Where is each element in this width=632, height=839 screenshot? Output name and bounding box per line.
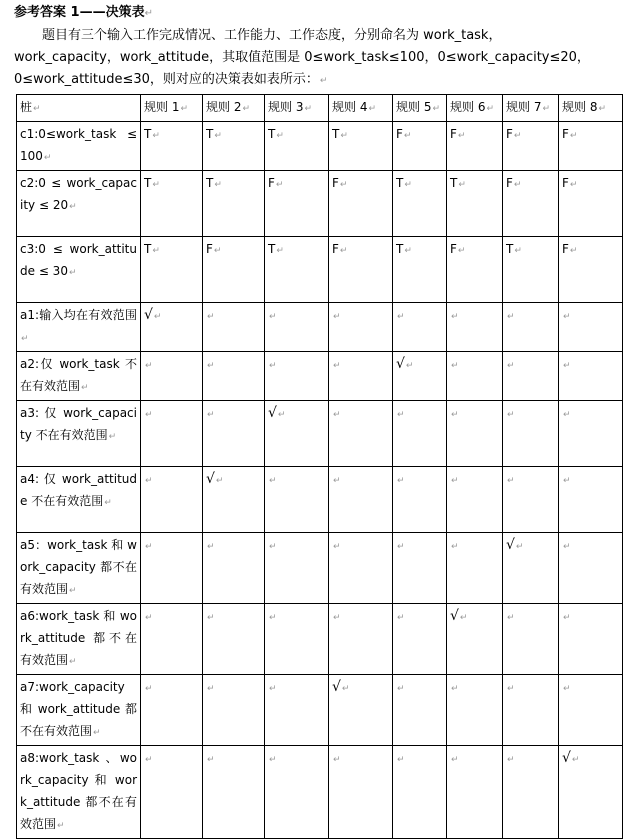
stub-cell xyxy=(17,237,141,303)
cell-value: √ xyxy=(144,307,153,323)
rule-header-cell xyxy=(393,95,447,122)
cell-text: F xyxy=(506,127,513,141)
rule-cell xyxy=(393,122,447,171)
rule-cell xyxy=(329,675,393,746)
rule-cell xyxy=(141,122,203,171)
cell-end-mark-icon: ↵ xyxy=(304,104,312,114)
cell-end-mark-icon: ↵ xyxy=(93,728,101,738)
rule-cell xyxy=(265,171,329,237)
stub-cell xyxy=(17,303,141,352)
rule-cell xyxy=(559,604,623,675)
cell-text: F xyxy=(332,176,339,190)
cell-end-mark-icon: ↵ xyxy=(104,498,112,508)
cell-text: c1:0≤work_task ≤100 xyxy=(20,127,137,163)
rule-cell xyxy=(265,675,329,746)
rule-cell xyxy=(503,467,559,533)
cell-end-mark-icon: ↵ xyxy=(451,312,459,322)
rule-cell xyxy=(141,467,203,533)
cell-end-mark-icon: ↵ xyxy=(507,410,515,420)
rule-cell xyxy=(393,237,447,303)
rule-cell xyxy=(265,237,329,303)
table-row xyxy=(17,675,623,746)
rule-cell xyxy=(503,237,559,303)
rule-cell xyxy=(265,604,329,675)
intro-paragraph xyxy=(14,25,626,91)
cell-end-mark-icon: ↵ xyxy=(397,613,405,623)
cell-text: F xyxy=(332,242,339,256)
rule-cell xyxy=(503,401,559,467)
cell-end-mark-icon: ↵ xyxy=(397,755,405,765)
cell-end-mark-icon: ↵ xyxy=(269,542,277,552)
cell-end-mark-icon: ↵ xyxy=(451,476,459,486)
cell-end-mark-icon: ↵ xyxy=(145,410,153,420)
cell-end-mark-icon: ↵ xyxy=(33,104,41,114)
table-row xyxy=(17,746,623,839)
rule-cell xyxy=(203,171,265,237)
rule-header-cell xyxy=(203,95,265,122)
rule-cell xyxy=(447,237,503,303)
table-row xyxy=(17,122,623,171)
cell-end-mark-icon: ↵ xyxy=(404,180,412,190)
cell-end-mark-icon: ↵ xyxy=(451,755,459,765)
cell-text: F xyxy=(562,176,569,190)
cell-end-mark-icon: ↵ xyxy=(269,613,277,623)
rule-cell xyxy=(203,675,265,746)
cell-text: T xyxy=(396,242,404,256)
cell-text: a7:work_capacity 和 work_attitude 都不在有效范围 xyxy=(20,680,137,738)
cell-text: T xyxy=(332,127,340,141)
rule-header-cell xyxy=(559,95,623,122)
cell-end-mark-icon: ↵ xyxy=(397,542,405,552)
cell-end-mark-icon: ↵ xyxy=(451,684,459,694)
cell-text: c2:0 ≤ work_capacity ≤ 20 xyxy=(20,176,137,212)
rule-cell xyxy=(503,533,559,604)
cell-text: T xyxy=(506,242,514,256)
cell-end-mark-icon: ↵ xyxy=(333,361,341,371)
cell-end-mark-icon: ↵ xyxy=(339,246,348,256)
cell-end-mark-icon: ↵ xyxy=(507,361,515,371)
rule-cell xyxy=(447,675,503,746)
rule-cell xyxy=(265,467,329,533)
cell-end-mark-icon: ↵ xyxy=(69,586,77,596)
cell-end-mark-icon: ↵ xyxy=(563,613,571,623)
cell-text: F xyxy=(396,127,403,141)
cell-end-mark-icon: ↵ xyxy=(404,246,412,256)
rule-cell xyxy=(393,171,447,237)
cell-text: 规则 3 xyxy=(268,100,304,114)
cell-end-mark-icon: ↵ xyxy=(145,755,153,765)
cell-end-mark-icon: ↵ xyxy=(81,383,89,393)
intro-line: 题目有三个输入工作完成情况、工作能力、工作态度，分别命名为 work_task， xyxy=(42,28,502,43)
stub-cell xyxy=(17,171,141,237)
rule-cell xyxy=(393,467,447,533)
paragraph-mark-icon: ↵ xyxy=(319,76,328,86)
cell-end-mark-icon: ↵ xyxy=(145,361,153,371)
cell-end-mark-icon: ↵ xyxy=(563,542,571,552)
rule-cell xyxy=(203,533,265,604)
rule-cell xyxy=(447,533,503,604)
cell-text: a5：work_task 和 work_capacity 都不在有效范围 xyxy=(20,538,137,596)
rule-cell xyxy=(203,604,265,675)
cell-text: F xyxy=(206,242,213,256)
cell-end-mark-icon: ↵ xyxy=(276,246,284,256)
rule-cell xyxy=(503,171,559,237)
cell-value: √ xyxy=(506,537,515,553)
cell-end-mark-icon: ↵ xyxy=(152,131,160,141)
rule-cell xyxy=(265,401,329,467)
stub-cell xyxy=(17,401,141,467)
cell-value: √ xyxy=(332,679,341,695)
rule-cell xyxy=(141,352,203,401)
cell-end-mark-icon: ↵ xyxy=(507,755,515,765)
cell-end-mark-icon: ↵ xyxy=(397,312,405,322)
cell-end-mark-icon: ↵ xyxy=(563,476,571,486)
decision-table xyxy=(16,94,623,839)
rule-cell xyxy=(203,303,265,352)
cell-end-mark-icon: ↵ xyxy=(269,684,277,694)
rule-cell xyxy=(329,401,393,467)
cell-end-mark-icon: ↵ xyxy=(333,410,341,420)
rule-header-cell xyxy=(265,95,329,122)
rule-cell xyxy=(203,401,265,467)
cell-end-mark-icon: ↵ xyxy=(152,246,160,256)
rule-cell xyxy=(559,237,623,303)
rule-cell xyxy=(503,122,559,171)
cell-end-mark-icon: ↵ xyxy=(57,821,65,831)
cell-text: F xyxy=(450,127,457,141)
rule-cell xyxy=(393,303,447,352)
rule-cell xyxy=(329,237,393,303)
cell-end-mark-icon: ↵ xyxy=(276,131,284,141)
cell-text: a1:输入均在有效范围 xyxy=(20,308,137,322)
table-row xyxy=(17,401,623,467)
rule-cell xyxy=(503,352,559,401)
cell-end-mark-icon: ↵ xyxy=(432,104,440,114)
cell-text: T xyxy=(268,242,276,256)
rule-cell xyxy=(559,171,623,237)
cell-text: a2:仅 work_task 不在有效范围 xyxy=(20,357,137,393)
cell-end-mark-icon: ↵ xyxy=(486,104,494,114)
cell-end-mark-icon: ↵ xyxy=(507,613,515,623)
cell-end-mark-icon: ↵ xyxy=(569,131,578,141)
rule-cell xyxy=(329,171,393,237)
cell-text: 规则 6 xyxy=(450,100,486,114)
cell-text: 规则 5 xyxy=(396,100,432,114)
cell-end-mark-icon: ↵ xyxy=(598,104,606,114)
cell-end-mark-icon: ↵ xyxy=(458,180,466,190)
cell-end-mark-icon: ↵ xyxy=(213,246,222,256)
rule-cell xyxy=(141,401,203,467)
rule-cell xyxy=(141,604,203,675)
cell-value: √ xyxy=(396,356,405,372)
stub-cell xyxy=(17,122,141,171)
rule-header-cell xyxy=(503,95,559,122)
rule-cell xyxy=(141,675,203,746)
rule-cell xyxy=(203,237,265,303)
cell-text: 规则 8 xyxy=(562,100,598,114)
rule-cell xyxy=(141,533,203,604)
intro-line: 0≤work_attitude≤30，则对应的决策表如表所示：↵ xyxy=(14,72,328,87)
stub-cell xyxy=(17,604,141,675)
cell-text: a3: 仅 work_capacity 不在有效范围 xyxy=(20,406,137,442)
cell-end-mark-icon: ↵ xyxy=(507,312,515,322)
cell-end-mark-icon: ↵ xyxy=(569,246,578,256)
cell-end-mark-icon: ↵ xyxy=(459,613,468,623)
cell-text: c3:0 ≤ work_attitude ≤ 30 xyxy=(20,242,137,278)
cell-text: T xyxy=(144,242,152,256)
cell-end-mark-icon: ↵ xyxy=(451,410,459,420)
rule-cell xyxy=(559,467,623,533)
rule-cell xyxy=(393,604,447,675)
cell-end-mark-icon: ↵ xyxy=(339,180,348,190)
table-row xyxy=(17,352,623,401)
cell-text: T xyxy=(144,127,152,141)
cell-end-mark-icon: ↵ xyxy=(513,131,522,141)
cell-end-mark-icon: ↵ xyxy=(145,613,153,623)
rule-cell xyxy=(329,604,393,675)
cell-end-mark-icon: ↵ xyxy=(207,542,215,552)
stub-cell xyxy=(17,675,141,746)
rule-cell xyxy=(329,303,393,352)
table-row xyxy=(17,171,623,237)
cell-end-mark-icon: ↵ xyxy=(563,684,571,694)
rule-cell xyxy=(203,122,265,171)
cell-end-mark-icon: ↵ xyxy=(275,180,284,190)
cell-end-mark-icon: ↵ xyxy=(269,361,277,371)
cell-end-mark-icon: ↵ xyxy=(68,268,77,278)
cell-end-mark-icon: ↵ xyxy=(269,755,277,765)
rule-cell xyxy=(393,533,447,604)
cell-text: T xyxy=(396,176,404,190)
cell-end-mark-icon: ↵ xyxy=(397,410,405,420)
cell-end-mark-icon: ↵ xyxy=(333,542,341,552)
cell-text: F xyxy=(506,176,513,190)
cell-end-mark-icon: ↵ xyxy=(108,432,117,442)
cell-text: F xyxy=(562,127,569,141)
rule-cell xyxy=(141,746,203,839)
rule-cell xyxy=(559,746,623,839)
table-header-row xyxy=(17,95,623,122)
rule-cell xyxy=(393,746,447,839)
rule-cell xyxy=(203,352,265,401)
cell-end-mark-icon: ↵ xyxy=(563,361,571,371)
cell-text: 规则 2 xyxy=(206,100,242,114)
stub-cell xyxy=(17,352,141,401)
table-row xyxy=(17,237,623,303)
cell-end-mark-icon: ↵ xyxy=(269,312,277,322)
rule-cell xyxy=(503,303,559,352)
cell-value: √ xyxy=(450,608,459,624)
cell-end-mark-icon: ↵ xyxy=(333,476,341,486)
rule-cell xyxy=(265,352,329,401)
rule-cell xyxy=(559,303,623,352)
cell-end-mark-icon: ↵ xyxy=(403,131,412,141)
rule-cell xyxy=(141,237,203,303)
cell-end-mark-icon: ↵ xyxy=(145,684,153,694)
rule-header-cell xyxy=(447,95,503,122)
rule-cell xyxy=(447,122,503,171)
rule-cell xyxy=(329,467,393,533)
table-row xyxy=(17,303,623,352)
rule-cell xyxy=(265,746,329,839)
intro-line: work_capacity，work_attitude，其取值范围是 0≤work_task≤100，0≤work_capacity≤20， xyxy=(14,50,590,65)
rule-cell xyxy=(329,533,393,604)
rule-cell xyxy=(503,746,559,839)
cell-end-mark-icon: ↵ xyxy=(507,476,515,486)
cell-text: a6:work_task 和 work_attitude 都不在有效范围 xyxy=(20,609,137,667)
paragraph-mark-icon: ↵ xyxy=(144,8,153,19)
page-title xyxy=(14,4,153,23)
rule-cell xyxy=(203,467,265,533)
page-title-text: 参考答案 1——决策表 xyxy=(14,5,145,20)
rule-cell xyxy=(393,352,447,401)
cell-end-mark-icon: ↵ xyxy=(333,755,341,765)
cell-end-mark-icon: ↵ xyxy=(277,410,286,420)
cell-end-mark-icon: ↵ xyxy=(457,246,466,256)
cell-end-mark-icon: ↵ xyxy=(207,361,215,371)
rule-cell xyxy=(559,675,623,746)
cell-end-mark-icon: ↵ xyxy=(451,361,459,371)
cell-end-mark-icon: ↵ xyxy=(214,131,222,141)
rule-header-cell xyxy=(141,95,203,122)
cell-end-mark-icon: ↵ xyxy=(207,613,215,623)
rule-header-cell xyxy=(329,95,393,122)
cell-end-mark-icon: ↵ xyxy=(368,104,376,114)
cell-text: T xyxy=(206,127,214,141)
cell-end-mark-icon: ↵ xyxy=(215,476,224,486)
cell-end-mark-icon: ↵ xyxy=(571,755,580,765)
stub-cell xyxy=(17,533,141,604)
rule-cell xyxy=(447,604,503,675)
cell-end-mark-icon: ↵ xyxy=(207,410,215,420)
cell-end-mark-icon: ↵ xyxy=(214,180,222,190)
cell-text: 规则 4 xyxy=(332,100,368,114)
cell-end-mark-icon: ↵ xyxy=(514,246,522,256)
cell-end-mark-icon: ↵ xyxy=(451,542,459,552)
stub-cell xyxy=(17,467,141,533)
rule-cell xyxy=(265,533,329,604)
rule-cell xyxy=(265,122,329,171)
cell-text: a4: 仅 work_attitude 不在有效范围 xyxy=(20,472,137,508)
rule-cell xyxy=(503,675,559,746)
cell-end-mark-icon: ↵ xyxy=(152,180,160,190)
decision-table-body xyxy=(17,95,623,839)
rule-cell xyxy=(447,401,503,467)
cell-end-mark-icon: ↵ xyxy=(405,361,414,371)
cell-text: T xyxy=(144,176,152,190)
rule-cell xyxy=(447,352,503,401)
cell-end-mark-icon: ↵ xyxy=(269,476,277,486)
cell-end-mark-icon: ↵ xyxy=(207,684,215,694)
cell-text: F xyxy=(562,242,569,256)
cell-end-mark-icon: ↵ xyxy=(397,476,405,486)
cell-end-mark-icon: ↵ xyxy=(507,684,515,694)
cell-end-mark-icon: ↵ xyxy=(397,684,405,694)
rule-cell xyxy=(559,352,623,401)
rule-cell xyxy=(203,746,265,839)
cell-text: 规则 7 xyxy=(506,100,542,114)
cell-end-mark-icon: ↵ xyxy=(207,312,215,322)
cell-end-mark-icon: ↵ xyxy=(457,131,466,141)
stub-header-cell xyxy=(17,95,141,122)
cell-text: T xyxy=(450,176,458,190)
rule-cell xyxy=(329,352,393,401)
rule-cell xyxy=(447,746,503,839)
cell-end-mark-icon: ↵ xyxy=(340,131,348,141)
cell-end-mark-icon: ↵ xyxy=(563,312,571,322)
cell-end-mark-icon: ↵ xyxy=(515,542,524,552)
cell-text: 桩 xyxy=(20,100,33,114)
rule-cell xyxy=(141,303,203,352)
cell-end-mark-icon: ↵ xyxy=(180,104,188,114)
cell-end-mark-icon: ↵ xyxy=(333,613,341,623)
rule-cell xyxy=(447,171,503,237)
cell-end-mark-icon: ↵ xyxy=(21,334,29,344)
table-row xyxy=(17,467,623,533)
cell-text: 规则 1 xyxy=(144,100,180,114)
cell-end-mark-icon: ↵ xyxy=(145,542,153,552)
rule-cell xyxy=(559,401,623,467)
cell-end-mark-icon: ↵ xyxy=(69,202,77,212)
cell-end-mark-icon: ↵ xyxy=(569,180,578,190)
cell-end-mark-icon: ↵ xyxy=(333,312,341,322)
table-row xyxy=(17,604,623,675)
cell-end-mark-icon: ↵ xyxy=(153,312,162,322)
rule-cell xyxy=(393,401,447,467)
cell-value: √ xyxy=(268,405,277,421)
rule-cell xyxy=(559,122,623,171)
rule-cell xyxy=(447,467,503,533)
rule-cell xyxy=(329,746,393,839)
stub-cell xyxy=(17,746,141,839)
cell-end-mark-icon: ↵ xyxy=(563,410,571,420)
table-row xyxy=(17,533,623,604)
cell-value: √ xyxy=(206,471,215,487)
rule-cell xyxy=(393,675,447,746)
cell-end-mark-icon: ↵ xyxy=(242,104,250,114)
cell-text: F xyxy=(268,176,275,190)
cell-value: √ xyxy=(562,750,571,766)
rule-cell xyxy=(503,604,559,675)
cell-text: F xyxy=(450,242,457,256)
rule-cell xyxy=(329,122,393,171)
cell-end-mark-icon: ↵ xyxy=(341,684,350,694)
rule-cell xyxy=(265,303,329,352)
cell-end-mark-icon: ↵ xyxy=(542,104,550,114)
rule-cell xyxy=(559,533,623,604)
cell-text: T xyxy=(206,176,214,190)
cell-end-mark-icon: ↵ xyxy=(43,153,52,163)
cell-end-mark-icon: ↵ xyxy=(207,755,215,765)
cell-end-mark-icon: ↵ xyxy=(145,476,153,486)
rule-cell xyxy=(141,171,203,237)
rule-cell xyxy=(447,303,503,352)
cell-text: a8:work_task 、work_capacity 和 work_attitude 都不在有效范围 xyxy=(20,751,137,831)
cell-end-mark-icon: ↵ xyxy=(513,180,522,190)
cell-text: T xyxy=(268,127,276,141)
cell-end-mark-icon: ↵ xyxy=(69,657,77,667)
